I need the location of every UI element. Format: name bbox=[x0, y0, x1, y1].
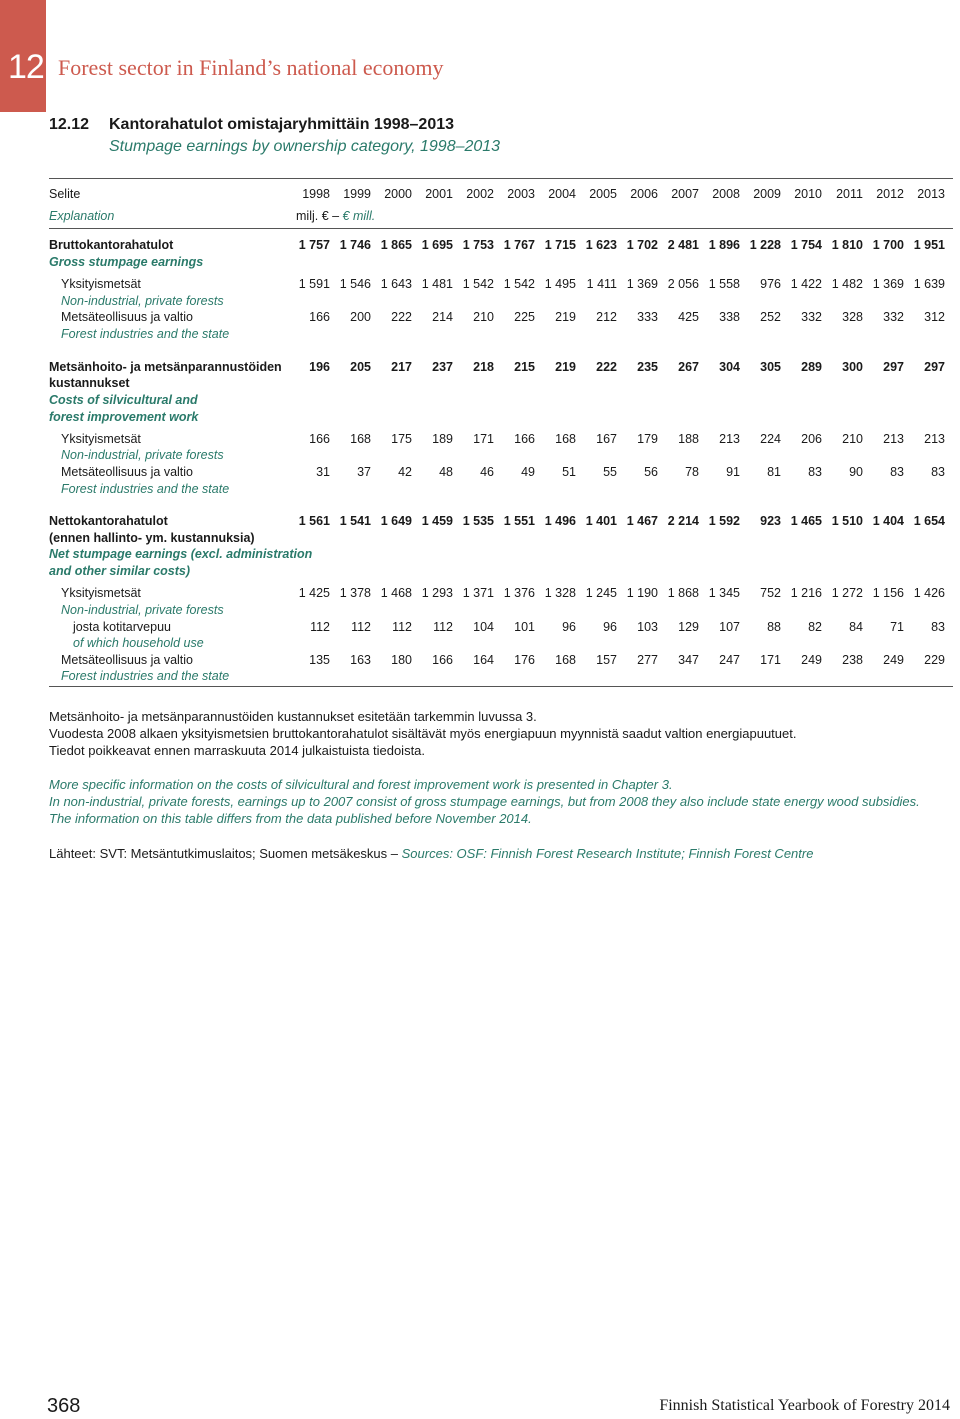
table-row bbox=[49, 602, 953, 619]
table-cell: 1 371 bbox=[462, 586, 494, 600]
table-cell: 213 bbox=[924, 432, 945, 446]
row-label-en: Net stumpage earnings (excl. administration bbox=[49, 547, 313, 561]
table-cell: 166 bbox=[309, 432, 330, 446]
unit-en: € mill. bbox=[342, 209, 376, 223]
table-cell: 1 190 bbox=[626, 586, 658, 600]
table-cell: 180 bbox=[391, 653, 412, 667]
row-label-en: Non-industrial, private forests bbox=[61, 294, 224, 308]
table-cell: 1 467 bbox=[626, 514, 658, 528]
row-label-en: Non-industrial, private forests bbox=[61, 603, 224, 617]
table-cell: 213 bbox=[883, 432, 904, 446]
table-cell: 168 bbox=[555, 432, 576, 446]
table-cell: 1 561 bbox=[298, 514, 330, 528]
table-cell: 1 546 bbox=[339, 277, 371, 291]
table-cell: 1 510 bbox=[831, 514, 863, 528]
table-cell: 171 bbox=[760, 653, 781, 667]
table-cell: 1 767 bbox=[503, 238, 535, 252]
notes-en bbox=[49, 776, 920, 827]
table-cell: 277 bbox=[637, 653, 658, 667]
year-header: 2006 bbox=[630, 187, 658, 201]
sources-en: Sources: OSF: Finnish Forest Research Institute; Finnish Forest Centre bbox=[401, 846, 814, 861]
row-label-fi: Metsäteollisuus ja valtio bbox=[61, 653, 194, 667]
year-header-cells bbox=[49, 186, 953, 203]
table-cell: 1 951 bbox=[913, 238, 945, 252]
row-label-fi: Metsäteollisuus ja valtio bbox=[61, 465, 194, 479]
table-cell: 48 bbox=[439, 465, 453, 479]
table-cell: 196 bbox=[309, 360, 330, 374]
table-cell: 222 bbox=[596, 360, 617, 374]
table-cell: 1 465 bbox=[790, 514, 822, 528]
table-cell: 1 272 bbox=[831, 586, 863, 600]
table-cell: 1 495 bbox=[544, 277, 576, 291]
table-cell: 96 bbox=[603, 620, 617, 634]
table-cell: 229 bbox=[924, 653, 945, 667]
table-cell: 1 754 bbox=[790, 238, 822, 252]
note-fi-1: Metsänhoito- ja metsänparannustöiden kustannukset esitetään tarkemmin luvussa 3. bbox=[49, 709, 537, 724]
table-cell: 91 bbox=[726, 465, 740, 479]
table-title-en: Stumpage earnings by ownership category, 1998–2013 bbox=[109, 138, 501, 155]
table-cell: 1 868 bbox=[667, 586, 699, 600]
table-cell: 217 bbox=[391, 360, 412, 374]
table-row bbox=[49, 585, 953, 602]
table-row bbox=[49, 513, 953, 530]
table-row bbox=[49, 359, 953, 376]
year-header: 2010 bbox=[794, 187, 822, 201]
year-header: 2009 bbox=[753, 187, 781, 201]
row-label-fi: Metsänhoito- ja metsänparannustöiden bbox=[49, 360, 282, 374]
table-cell: 42 bbox=[398, 465, 412, 479]
table-cell: 304 bbox=[719, 360, 740, 374]
table-cell: 332 bbox=[801, 310, 822, 324]
table-cell: 179 bbox=[637, 432, 658, 446]
table-cell: 1 746 bbox=[339, 238, 371, 252]
table-cell: 1 551 bbox=[503, 514, 535, 528]
table-cell: 1 649 bbox=[380, 514, 412, 528]
sources-fi: Lähteet: SVT: Metsäntutkimuslaitos; Suomen metsäkeskus – bbox=[49, 846, 402, 861]
table-number: 12.12 bbox=[49, 116, 90, 133]
row-label-fi: Metsäteollisuus ja valtio bbox=[61, 310, 194, 324]
year-header: 1998 bbox=[302, 187, 330, 201]
table-cell: 218 bbox=[473, 360, 494, 374]
table-cell: 96 bbox=[562, 620, 576, 634]
table-cell: 305 bbox=[760, 360, 781, 374]
table-cell: 312 bbox=[924, 310, 945, 324]
table-cell: 1 378 bbox=[339, 586, 371, 600]
table-cell: 224 bbox=[760, 432, 781, 446]
table-cell: 252 bbox=[760, 310, 781, 324]
table-cell: 1 535 bbox=[462, 514, 494, 528]
note-en-1: More specific information on the costs of silvicultural and forest improvement work is presented in Chapter 3. bbox=[49, 777, 673, 792]
table-cell: 222 bbox=[391, 310, 412, 324]
table-cell: 129 bbox=[678, 620, 699, 634]
unit-row bbox=[49, 208, 953, 225]
row-label-fi: (ennen hallinto- ym. kustannuksia) bbox=[49, 531, 255, 545]
table-cell: 215 bbox=[514, 360, 535, 374]
row-label-fi: Yksityismetsät bbox=[61, 277, 141, 291]
table-cell: 31 bbox=[316, 465, 330, 479]
year-header: 2013 bbox=[917, 187, 945, 201]
footer-title: Finnish Statistical Yearbook of Forestry 2014 bbox=[659, 1397, 950, 1414]
table-cell: 219 bbox=[555, 360, 576, 374]
row-label-en: Forest industries and the state bbox=[61, 482, 230, 496]
table-cell: 37 bbox=[357, 465, 371, 479]
table-cell: 1 757 bbox=[298, 238, 330, 252]
table-cell: 1 228 bbox=[749, 238, 781, 252]
table-row bbox=[49, 237, 953, 254]
table-cell: 167 bbox=[596, 432, 617, 446]
row-label-en: Forest industries and the state bbox=[61, 669, 230, 683]
table-cell: 1 496 bbox=[544, 514, 576, 528]
year-header: 2004 bbox=[548, 187, 576, 201]
page-number: 368 bbox=[47, 1395, 81, 1417]
sources bbox=[49, 845, 813, 862]
table-cell: 1 376 bbox=[503, 586, 535, 600]
row-label-fi: Yksityismetsät bbox=[61, 432, 141, 446]
table-cell: 1 700 bbox=[872, 238, 904, 252]
table-cell: 1 542 bbox=[503, 277, 535, 291]
table-cell: 1 422 bbox=[790, 277, 822, 291]
table-cell: 135 bbox=[309, 653, 330, 667]
table-cell: 1 216 bbox=[790, 586, 822, 600]
table-cell: 1 459 bbox=[421, 514, 453, 528]
table-row bbox=[49, 652, 953, 669]
table-cell: 84 bbox=[849, 620, 863, 634]
table-row bbox=[49, 276, 953, 293]
row-label-en: Gross stumpage earnings bbox=[49, 255, 204, 269]
table-cell: 171 bbox=[473, 432, 494, 446]
table-cell: 166 bbox=[514, 432, 535, 446]
table-cell: 205 bbox=[350, 360, 371, 374]
chapter-tab bbox=[0, 0, 46, 112]
table-cell: 1 695 bbox=[421, 238, 453, 252]
table-cell: 1 293 bbox=[421, 586, 453, 600]
table-cell: 88 bbox=[767, 620, 781, 634]
year-header: 2008 bbox=[712, 187, 740, 201]
table-cell: 176 bbox=[514, 653, 535, 667]
table-cell: 82 bbox=[808, 620, 822, 634]
table-cell: 101 bbox=[514, 620, 535, 634]
table-cell: 83 bbox=[808, 465, 822, 479]
year-header: 2011 bbox=[836, 187, 863, 201]
table-cell: 1 156 bbox=[872, 586, 904, 600]
table-cell: 2 214 bbox=[667, 514, 699, 528]
row-label-fi: Bruttokantorahatulot bbox=[49, 238, 174, 252]
row-label-en: Non-industrial, private forests bbox=[61, 448, 224, 462]
table-row bbox=[49, 530, 953, 547]
header-row bbox=[49, 186, 953, 203]
year-header: 2000 bbox=[384, 187, 412, 201]
row-label-en: Forest industries and the state bbox=[61, 327, 230, 341]
table-cell: 338 bbox=[719, 310, 740, 324]
year-header: 2001 bbox=[425, 187, 453, 201]
table-cell: 166 bbox=[309, 310, 330, 324]
table-cell: 1 482 bbox=[831, 277, 863, 291]
table-row bbox=[49, 619, 953, 636]
table-cell: 168 bbox=[350, 432, 371, 446]
table-cell: 267 bbox=[678, 360, 699, 374]
year-header: 2003 bbox=[507, 187, 535, 201]
table-cell: 347 bbox=[678, 653, 699, 667]
table-cell: 752 bbox=[760, 586, 781, 600]
table-cell: 157 bbox=[596, 653, 617, 667]
year-header: 2012 bbox=[876, 187, 904, 201]
row-label-fi: kustannukset bbox=[49, 376, 130, 390]
table-title-fi: Kantorahatulot omistajaryhmittäin 1998–2013 bbox=[109, 116, 455, 133]
table-cell: 237 bbox=[432, 360, 453, 374]
table-cell: 1 715 bbox=[544, 238, 576, 252]
table-cell: 1 481 bbox=[421, 277, 453, 291]
table-cell: 300 bbox=[842, 360, 863, 374]
row-label-fi: josta kotitarvepuu bbox=[73, 620, 171, 634]
table-row bbox=[49, 563, 953, 580]
table-cell: 328 bbox=[842, 310, 863, 324]
table-cell: 51 bbox=[562, 465, 576, 479]
table-cell: 1 404 bbox=[872, 514, 904, 528]
table-cell: 219 bbox=[555, 310, 576, 324]
note-en-3: The information on this table differs from the data published before November 2014. bbox=[49, 811, 532, 826]
table-cell: 249 bbox=[801, 653, 822, 667]
table-cell: 2 481 bbox=[667, 238, 699, 252]
table-row bbox=[49, 326, 953, 343]
table-cell: 112 bbox=[351, 620, 371, 634]
table-cell: 1 558 bbox=[708, 277, 740, 291]
table-cell: 166 bbox=[432, 653, 453, 667]
table-cell: 107 bbox=[719, 620, 740, 634]
year-header: 2005 bbox=[589, 187, 617, 201]
table-cell: 206 bbox=[801, 432, 822, 446]
table-cell: 249 bbox=[883, 653, 904, 667]
table-cell: 1 468 bbox=[380, 586, 412, 600]
table-cell: 103 bbox=[637, 620, 658, 634]
year-header: 2007 bbox=[671, 187, 699, 201]
table-cell: 78 bbox=[685, 465, 699, 479]
row-label-en: forest improvement work bbox=[49, 410, 199, 424]
header-label-en: Explanation bbox=[49, 209, 115, 223]
table-cell: 112 bbox=[310, 620, 330, 634]
table-cell: 1 426 bbox=[913, 586, 945, 600]
unit-fi: milj. € – bbox=[296, 209, 343, 223]
table-cell: 104 bbox=[473, 620, 494, 634]
table-cell: 425 bbox=[678, 310, 699, 324]
table-cell: 297 bbox=[883, 360, 904, 374]
table-cell: 210 bbox=[473, 310, 494, 324]
note-en-2: In non-industrial, private forests, earnings up to 2007 consist of gross stumpage earnings, but from 2008 they also include state energy wood subsidies. bbox=[49, 794, 920, 809]
table-cell: 71 bbox=[890, 620, 904, 634]
table-row bbox=[49, 309, 953, 326]
table-cell: 1 328 bbox=[544, 586, 576, 600]
table-row bbox=[49, 546, 953, 563]
table-cell: 1 542 bbox=[462, 277, 494, 291]
table-cell: 212 bbox=[596, 310, 617, 324]
table-cell: 1 654 bbox=[913, 514, 945, 528]
table-cell: 1 643 bbox=[380, 277, 412, 291]
row-label-en: of which household use bbox=[73, 636, 204, 650]
table-cell: 225 bbox=[514, 310, 535, 324]
table-cell: 289 bbox=[801, 360, 822, 374]
year-header: 2002 bbox=[466, 187, 494, 201]
table-cell: 55 bbox=[603, 465, 617, 479]
header-label-fi: Selite bbox=[49, 187, 81, 201]
table-cell: 112 bbox=[433, 620, 453, 634]
table-row bbox=[49, 254, 953, 271]
table-cell: 1 623 bbox=[585, 238, 617, 252]
table-cell: 238 bbox=[842, 653, 863, 667]
table-cell: 1 369 bbox=[872, 277, 904, 291]
table-cell: 175 bbox=[391, 432, 412, 446]
table-cell: 163 bbox=[350, 653, 371, 667]
table-cell: 1 639 bbox=[913, 277, 945, 291]
table-cell: 297 bbox=[924, 360, 945, 374]
table-cell: 1 810 bbox=[831, 238, 863, 252]
table-cell: 2 056 bbox=[667, 277, 699, 291]
table-cell: 83 bbox=[890, 465, 904, 479]
table-cell: 1 753 bbox=[462, 238, 494, 252]
table-cell: 1 896 bbox=[708, 238, 740, 252]
table-title bbox=[49, 116, 454, 134]
table-row bbox=[49, 447, 953, 464]
table-cell: 1 592 bbox=[708, 514, 740, 528]
table-cell: 1 865 bbox=[380, 238, 412, 252]
table-cell: 189 bbox=[432, 432, 453, 446]
table-cell: 976 bbox=[760, 277, 781, 291]
table-cell: 1 541 bbox=[339, 514, 371, 528]
table-top-rule bbox=[49, 178, 953, 179]
table-cell: 200 bbox=[350, 310, 371, 324]
table-row bbox=[49, 392, 953, 409]
table-cell: 213 bbox=[719, 432, 740, 446]
table-cell: 56 bbox=[644, 465, 658, 479]
table-cell: 112 bbox=[392, 620, 412, 634]
table-cell: 923 bbox=[760, 514, 781, 528]
table-cell: 1 401 bbox=[585, 514, 617, 528]
note-fi-2: Vuodesta 2008 alkaen yksityismetsien bruttokantorahatulot sisältävät myös energiapuun myynnistä saadut valtion energiapuutuet. bbox=[49, 726, 797, 741]
table-cell: 90 bbox=[849, 465, 863, 479]
table-cell: 1 425 bbox=[298, 586, 330, 600]
table-row bbox=[49, 464, 953, 481]
unit-label bbox=[296, 208, 375, 225]
table-cell: 235 bbox=[637, 360, 658, 374]
row-label-fi: Nettokantorahatulot bbox=[49, 514, 168, 528]
table-cell: 1 369 bbox=[626, 277, 658, 291]
table-cell: 188 bbox=[678, 432, 699, 446]
notes-fi bbox=[49, 708, 796, 759]
table-cell: 1 591 bbox=[298, 277, 330, 291]
table-cell: 168 bbox=[555, 653, 576, 667]
table-cell: 1 345 bbox=[708, 586, 740, 600]
table-bottom-rule bbox=[49, 686, 953, 687]
table-cell: 332 bbox=[883, 310, 904, 324]
row-label-en: Costs of silvicultural and bbox=[49, 393, 198, 407]
table-cell: 1 245 bbox=[585, 586, 617, 600]
table-cell: 83 bbox=[931, 465, 945, 479]
chapter-title: Forest sector in Finland’s national economy bbox=[58, 55, 444, 80]
note-fi-3: Tiedot poikkeavat ennen marraskuuta 2014 julkaistuista tiedoista. bbox=[49, 743, 426, 758]
row-label-fi: Yksityismetsät bbox=[61, 586, 141, 600]
table-cell: 49 bbox=[521, 465, 535, 479]
table-row bbox=[49, 375, 953, 392]
table-cell: 210 bbox=[842, 432, 863, 446]
year-header: 1999 bbox=[343, 187, 371, 201]
table-row bbox=[49, 635, 953, 652]
table-row bbox=[49, 409, 953, 426]
table-row bbox=[49, 668, 953, 685]
table-cell: 1 702 bbox=[626, 238, 658, 252]
table-cell: 83 bbox=[931, 620, 945, 634]
table-cell: 1 411 bbox=[586, 277, 617, 291]
table-cell: 333 bbox=[637, 310, 658, 324]
table-cell: 81 bbox=[767, 465, 781, 479]
row-label-en: and other similar costs) bbox=[49, 564, 191, 578]
table-row bbox=[49, 431, 953, 448]
header-rule bbox=[49, 228, 953, 229]
chapter-number: 12 bbox=[8, 48, 44, 86]
table-row bbox=[49, 293, 953, 310]
table-cell: 164 bbox=[473, 653, 494, 667]
table-row bbox=[49, 481, 953, 498]
table-cell: 46 bbox=[480, 465, 494, 479]
table-cell: 214 bbox=[432, 310, 453, 324]
table-cell: 247 bbox=[719, 653, 740, 667]
